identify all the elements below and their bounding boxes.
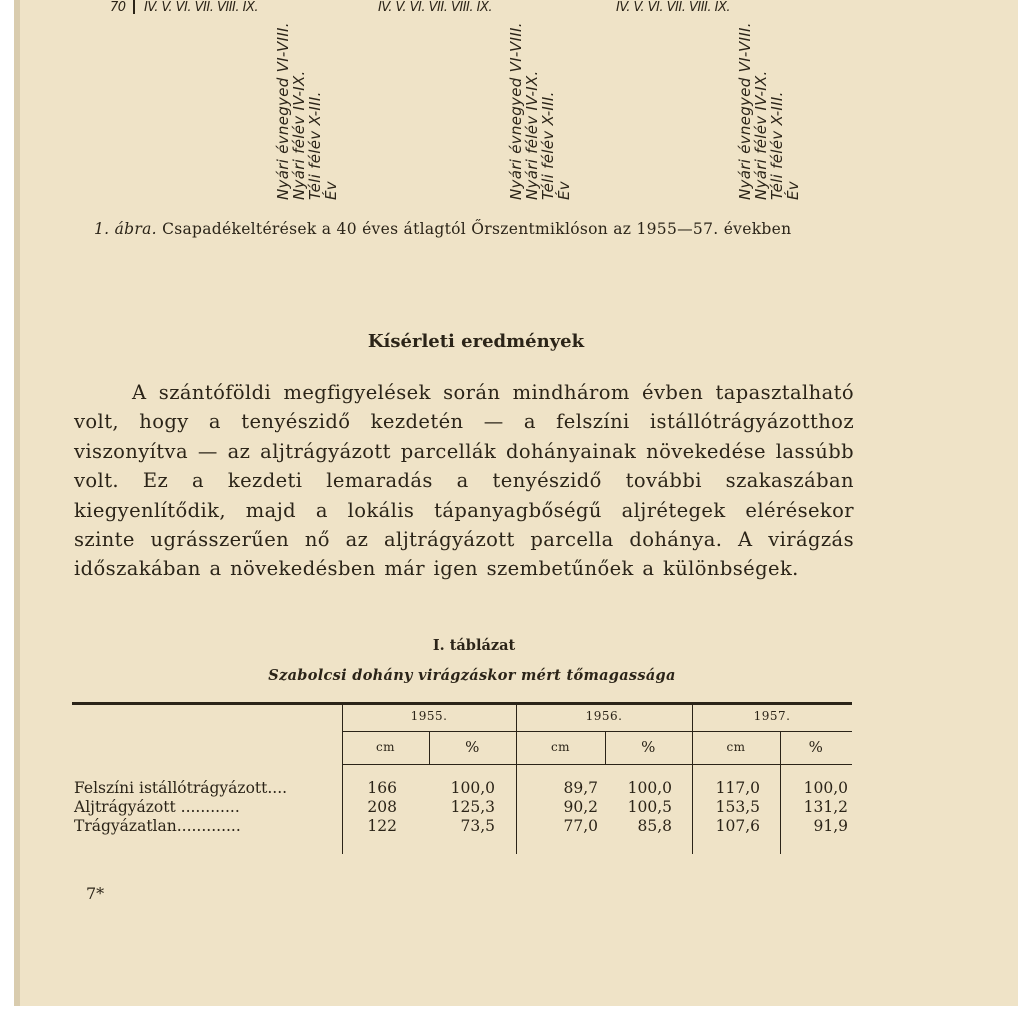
figure-legend-group-3 bbox=[732, 14, 842, 200]
label-nyari-evnegyed: Nyári évnegyed VI-VIII. bbox=[274, 22, 292, 200]
figure-legend-group-1 bbox=[270, 14, 380, 200]
cell-value: 100,0 bbox=[627, 779, 672, 797]
figure-caption-text: Csapadékeltérések a 40 éves átlagtól Őrszentmiklóson az 1955—57. években bbox=[162, 220, 792, 238]
cell-value: 77,0 bbox=[563, 817, 598, 835]
cell-value: 89,7 bbox=[563, 779, 598, 797]
cell-value: 107,6 bbox=[715, 817, 760, 835]
cell-value: 100,5 bbox=[627, 798, 672, 816]
data-table bbox=[72, 702, 852, 854]
row-label: Trágyázatlan............. bbox=[74, 817, 241, 835]
column-divider bbox=[692, 705, 693, 854]
year-header-1957: 1957. bbox=[753, 709, 791, 723]
label-nyari-evnegyed: Nyári évnegyed VI-VIII. bbox=[507, 22, 525, 200]
section-title-text: Kísérleti eredmények bbox=[367, 331, 585, 352]
axis-number: 70 bbox=[110, 0, 126, 15]
cell-value: 73,5 bbox=[460, 817, 495, 835]
label-ev: Év bbox=[555, 181, 573, 200]
table-number bbox=[14, 637, 1018, 654]
cell-value: 100,0 bbox=[450, 779, 495, 797]
table-year-rule bbox=[342, 731, 852, 732]
cell-value: 131,2 bbox=[803, 798, 848, 816]
cell-value: 208 bbox=[367, 798, 397, 816]
figure-caption-prefix: 1. ábra. bbox=[94, 220, 157, 238]
label-teli-felev: Téli félév X-III. bbox=[539, 91, 557, 200]
figure-legend-group-2 bbox=[503, 14, 613, 200]
table-header-rule bbox=[342, 764, 852, 765]
label-nyari-felev: Nyári félév IV-IX. bbox=[523, 70, 541, 200]
figure-caption bbox=[94, 220, 791, 238]
label-nyari-felev: Nyári félév IV-IX. bbox=[752, 70, 770, 200]
cell-value: 166 bbox=[367, 779, 397, 797]
label-nyari-felev: Nyári félév IV-IX. bbox=[290, 70, 308, 200]
label-ev: Év bbox=[322, 181, 340, 200]
body-paragraph bbox=[74, 378, 854, 584]
column-divider bbox=[342, 705, 343, 854]
label-ev: Év bbox=[784, 181, 802, 200]
cell-value: 91,9 bbox=[813, 817, 848, 835]
cell-value: 85,8 bbox=[637, 817, 672, 835]
paragraph-text: A szántóföldi megfigyelések során mindhárom évben tapasztalható volt, hogy a tenyészidő kezdetén — a felszíni istállótrágyázotthoz viszonyítva — az aljtrágyázott parcellák dohányainak növekedése lassúbb volt. Ez a kezdeti lemaradás a tenyészidő további szakaszában kiegyenlítődik, majd a lokális tápanyagbőségű aljrétegek elérésekor szinte ugrásszerűen nő az aljtrágyázott parcella dohánya. A virágzás időszakában a növekedésben már igen szembetűnőek a különbségek. bbox=[74, 381, 854, 581]
table-number-text: I. táblázat bbox=[432, 637, 516, 654]
label-nyari-evnegyed: Nyári évnegyed VI-VIII. bbox=[736, 22, 754, 200]
unit-header: % bbox=[465, 738, 480, 756]
column-divider bbox=[516, 705, 517, 854]
month-labels-3: IV. V. VI. VII. VIII. IX. bbox=[616, 0, 731, 15]
row-label: Felszíni istállótrágyázott.... bbox=[74, 779, 288, 797]
table-caption bbox=[14, 667, 1018, 684]
scanned-page bbox=[14, 0, 1018, 1006]
unit-header: % bbox=[808, 738, 824, 756]
cell-value: 125,3 bbox=[450, 798, 495, 816]
cell-value: 117,0 bbox=[715, 779, 760, 797]
table-top-rule bbox=[72, 702, 852, 705]
cell-value: 100,0 bbox=[803, 779, 848, 797]
month-labels-1: IV. V. VI. VII. VIII. IX. bbox=[144, 0, 259, 15]
cell-value: 90,2 bbox=[563, 798, 598, 816]
month-labels-2: IV. V. VI. VII. VIII. IX. bbox=[378, 0, 493, 15]
table-caption-text: Szabolcsi dohány virágzáskor mért tőmagassága bbox=[268, 667, 676, 684]
label-teli-felev: Téli félév X-III. bbox=[768, 91, 786, 200]
unit-header: cm bbox=[550, 740, 571, 754]
page-number: 7* bbox=[86, 884, 105, 903]
row-label: Aljtrágyázott ............ bbox=[74, 798, 240, 816]
axis-tick bbox=[133, 0, 135, 14]
year-header-1956: 1956. bbox=[585, 709, 623, 723]
label-teli-felev: Téli félév X-III. bbox=[306, 91, 324, 200]
cell-value: 122 bbox=[367, 817, 397, 835]
year-header-1955: 1955. bbox=[410, 709, 448, 723]
cell-value: 153,5 bbox=[715, 798, 760, 816]
section-title bbox=[14, 331, 1018, 352]
unit-header: cm bbox=[375, 740, 396, 754]
unit-header: cm bbox=[726, 740, 746, 754]
unit-header: % bbox=[641, 738, 656, 756]
